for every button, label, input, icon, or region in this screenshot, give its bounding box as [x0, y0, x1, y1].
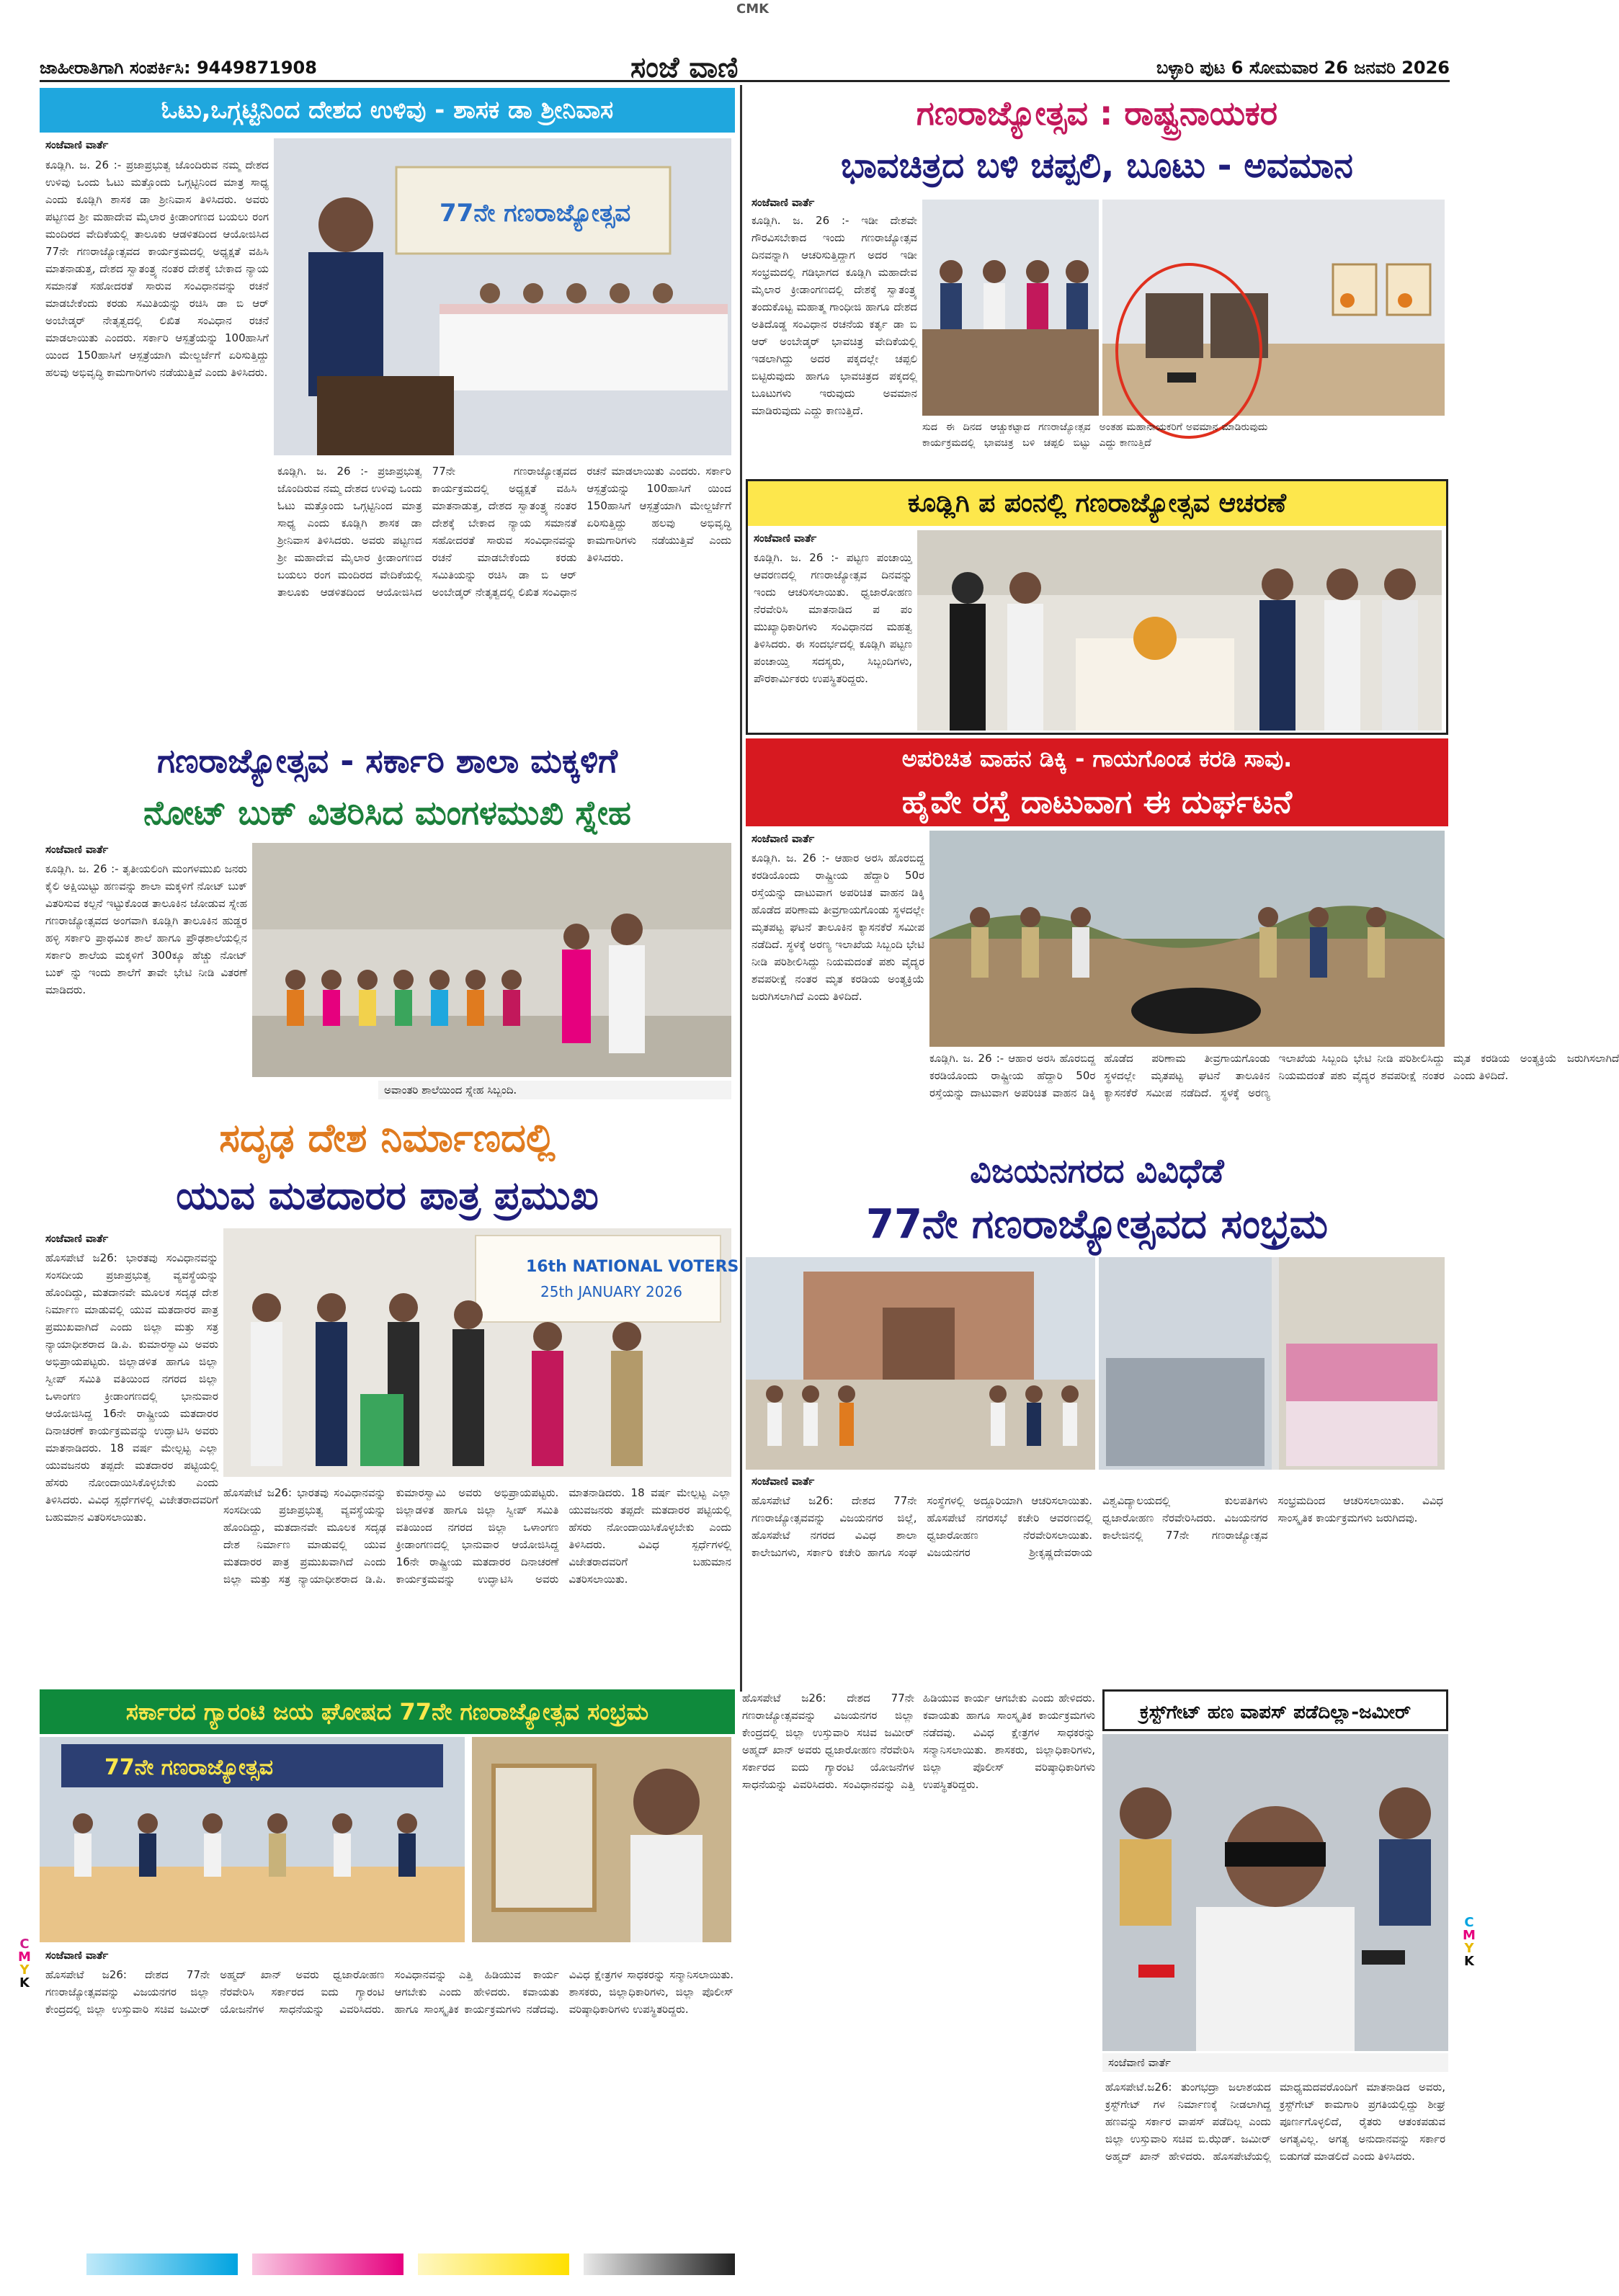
- article-body-continued: ಕೂಡ್ಲಿಗಿ. ಜ. 26 :- ಆಹಾರ ಅರಸಿ ಹೊರಬಿದ್ದ ಕರಡಿಯೊಂದು ರಾಷ್ಟ್ರೀಯ ಹೆದ್ದಾರಿ 50ರ ರಸ್ತೆಯನ್ನು ದಾಟುವಾಗ ಅಪರಿಚಿತ ವಾಹನ ಡಿಕ್ಕಿ ಹೊಡೆದ ಪರಿಣಾಮ ತೀವ್ರಗಾಯಗೊಂಡು ಸ್ಥಳದಲ್ಲೇ ಮೃತಪಟ್ಟ ಘಟನೆ ತಾಲೂಕಿನ ಕ್ಯಾಸನಕೆರೆ ಸಮೀಪ ನಡೆದಿದೆ. ಸ್ಥಳಕ್ಕೆ ಅರಣ್ಯ ಇಲಾಖೆಯ ಸಿಬ್ಬಂದಿ ಭೇಟಿ ನೀಡಿ ಪರಿಶೀಲಿಸಿದ್ದು ನಿಯಮದಂತೆ ಪಶು ವೈದ್ಯರ ಶವಪರೀಕ್ಷೆ ನಂತರ ಮೃತ ಕರಡಿಯ ಅಂತ್ಯಕ್ರಿಯೆ ಜರುಗಿಸಲಾಗಿದೆ ಎಂದು ತಿಳಿದಿದೆ.: [929, 1052, 1619, 1099]
- svg-text:77ನೇ ಗಣರಾಜ್ಯೋತ್ಸವ: 77ನೇ ಗಣರಾಜ್ಯೋತ್ಸವ: [440, 199, 631, 228]
- byline: ಸಂಜೆವಾಣಿ ವಾರ್ತೆ: [754, 532, 817, 545]
- article-vote-unity: [40, 88, 735, 729]
- headline-panchayat: ಕೂಡ್ಲಿಗಿ ಪ ಪಂನಲ್ಲಿ ಗಣರಾಜ್ಯೋತ್ಸವ ಆಚರಣೆ: [748, 481, 1446, 526]
- byline: ಸಂಜೆವಾಣಿ ವಾರ್ತೆ: [45, 138, 109, 151]
- article-youth-voters: [40, 1109, 739, 1679]
- headline-notebook-line1: ಗಣರಾಜ್ಯೋತ್ಸವ - ಸರ್ಕಾರಿ ಶಾಲಾ ಮಕ್ಕಳಿಗೆ: [157, 741, 617, 780]
- headline-bear-line1: ಅಪರಿಚಿತ ವಾಹನ ಡಿಕ್ಕಿ - ಗಾಯಗೊಂಡ ಕರಡಿ ಸಾವು.: [746, 738, 1448, 779]
- svg-text:16th NATIONAL VOTERS: 16th NATIONAL VOTERS: [526, 1258, 739, 1276]
- headline-portrait-insult-line2: ಭಾವಚಿತ್ರದ ಬಳಿ ಚಪ್ಪಲಿ, ಬೂಟು - ಅವಮಾನ: [841, 146, 1353, 186]
- newspaper-logo: ಸಂಜೆ ವಾಣಿ: [630, 50, 739, 84]
- panchayat-photo: [917, 530, 1442, 731]
- headline-vote-unity: ಓಟು,ಒಗ್ಗಟ್ಟಿನಿಂದ ದೇಶದ ಉಳಿವು - ಶಾಸಕ ಡಾ ಶ್ರೀನಿವಾಸ: [40, 88, 735, 133]
- photo-caption: ಸುದ ಈ ದಿನದ ಆಚ್ಚುಕಟ್ಟಾದ ಗಣರಾಜ್ಯೋತ್ಸವ ಕಾರ್ಯಕ್ರಮದಲ್ಲಿ ಭಾವಚಿತ್ರ ಬಳಿ ಚಪ್ಪಲಿ ಬಿಟ್ಟು ಅಂತಹ ಮಹಾನಾಯಕರಿಗೆ ಅವಮಾನ ಮಾಡಿರುವುದು ಎದ್ದು ಕಾಣುತ್ತಿದೆ: [922, 421, 1268, 449]
- portrait-footwear-photo: [1102, 200, 1445, 416]
- cyan-strip: [86, 2253, 238, 2275]
- center-column-rule: [740, 85, 742, 1692]
- article-body-continued: ಹೊಸಪೇಟೆ ಜ26: ಭಾರತವು ಸಂವಿಧಾನವನ್ನು ಸಂಸದೀಯ ಪ್ರಜಾಪ್ರಭುತ್ವ ವ್ಯವಸ್ಥೆಯನ್ನು ಹೊಂದಿದ್ದು, ಮತದಾನವೇ ಮೂಲಕ ಸದೃಢ ದೇಶ ನಿರ್ಮಾಣ ಮಾಡುವಲ್ಲಿ ಯುವ ಮತದಾರರ ಪಾತ್ರ ಪ್ರಮುಖವಾಗಿದೆ ಎಂದು ಜಿಲ್ಲಾ ಮತ್ತು ಸತ್ರ ನ್ಯಾಯಾಧೀಶರಾದ ಡಿ.ಪಿ. ಕುಮಾರಸ್ವಾಮಿ ಅವರು ಅಭಿಪ್ರಾಯಪಟ್ಟರು. ಜಿಲ್ಲಾಡಳಿತ ಹಾಗೂ ಜಿಲ್ಲಾ ಸ್ವೀಪ್ ಸಮಿತಿ ವತಿಯಿಂದ ನಗರದ ಜಿಲ್ಲಾ ಒಳಾಂಗಣ ಕ್ರೀಡಾಂಗಣದಲ್ಲಿ ಭಾನುವಾರ ಆಯೋಜಿಸಿದ್ದ 16ನೇ ರಾಷ್ಟ್ರೀಯ ಮತದಾರರ ದಿನಾಚರಣೆ ಕಾರ್ಯಕ್ರಮವನ್ನು ಉದ್ಘಾಟಿಸಿ ಅವರು ಮಾತನಾಡಿದರು. 18 ವರ್ಷ ಮೇಲ್ಪಟ್ಟ ಎಲ್ಲಾ ಯುವಜನರು ತಪ್ಪದೇ ಮತದಾರರ ಪಟ್ಟಿಯಲ್ಲಿ ಹೆಸರು ನೋಂದಾಯಿಸಿಕೊಳ್ಳಬೇಕು ಎಂದು ತಿಳಿಸಿದರು. ವಿವಿಧ ಸ್ಪರ್ಧೆಗಳಲ್ಲಿ ವಿಜೇತರಾದವರಿಗೆ ಬಹುಮಾನ ವಿತರಿಸಲಾಯಿತು.: [223, 1486, 731, 1586]
- yellow-strip: [418, 2253, 569, 2275]
- article-notebook-distribution: [40, 735, 735, 1109]
- headline-youth-voters-line1: ಸದೃಢ ದೇಶ ನಿರ್ಮಾಣದಲ್ಲಿ: [219, 1115, 556, 1161]
- headline-bear-line2: ಹೈವೇ ರಸ್ತೆ ದಾಟುವಾಗ ಈ ದುರ್ಘಟನೆ: [746, 779, 1448, 826]
- bear-photo: [929, 831, 1445, 1047]
- article-guarantee-celebration: [40, 1689, 1099, 2237]
- headline-portrait-insult-line1: ಗಣರಾಜ್ಯೋತ್ಸವ : ರಾಷ್ಟ್ರನಾಯಕರ: [916, 94, 1278, 133]
- headline-crest-gate: ಕ್ರಸ್ಟ್‌ಗೇಟ್ ಹಣ ವಾಪಸ್ ಪಡೆದಿಲ್ಲಾ-ಜಮೀರ್: [1102, 1689, 1448, 1731]
- headline-vijayanagara-line2: 77ನೇ ಗಣರಾಜ್ಯೋತ್ಸವದ ಸಂಭ್ರಮ: [866, 1201, 1328, 1248]
- photo-caption: ಸಂಜೆವಾಣಿ ವಾರ್ತೆ: [1102, 2053, 1448, 2072]
- photo-illustration: [252, 843, 731, 1077]
- registration-mark-left: C M Y K: [18, 1937, 31, 1991]
- article-body: ಹೊಸಪೇಟೆ ಜ26: ಭಾರತವು ಸಂವಿಧಾನವನ್ನು ಸಂಸದೀಯ ಪ್ರಜಾಪ್ರಭುತ್ವ ವ್ಯವಸ್ಥೆಯನ್ನು ಹೊಂದಿದ್ದು, ಮತದಾನವೇ ಮೂಲಕ ಸದೃಢ ದೇಶ ನಿರ್ಮಾಣ ಮಾಡುವಲ್ಲಿ ಯುವ ಮತದಾರರ ಪಾತ್ರ ಪ್ರಮುಖವಾಗಿದೆ ಎಂದು ಜಿಲ್ಲಾ ಮತ್ತು ಸತ್ರ ನ್ಯಾಯಾಧೀಶರಾದ ಡಿ.ಪಿ. ಕುಮಾರಸ್ವಾಮಿ ಅವರು ಅಭಿಪ್ರಾಯಪಟ್ಟರು. ಜಿಲ್ಲಾಡಳಿತ ಹಾಗೂ ಜಿಲ್ಲಾ ಸ್ವೀಪ್ ಸಮಿತಿ ವತಿಯಿಂದ ನಗರದ ಜಿಲ್ಲಾ ಒಳಾಂಗಣ ಕ್ರೀಡಾಂಗಣದಲ್ಲಿ ಭಾನುವಾರ ಆಯೋಜಿಸಿದ್ದ 16ನೇ ರಾಷ್ಟ್ರೀಯ ಮತದಾರರ ದಿನಾಚರಣೆ ಕಾರ್ಯಕ್ರಮವನ್ನು ಉದ್ಘಾಟಿಸಿ ಅವರು ಮಾತನಾಡಿದರು. 18 ವರ್ಷ ಮೇಲ್ಪಟ್ಟ ಎಲ್ಲಾ ಯುವಜನರು ತಪ್ಪದೇ ಮತದಾರರ ಪಟ್ಟಿಯಲ್ಲಿ ಹೆಸರು ನೋಂದಾಯಿಸಿಕೊಳ್ಳಬೇಕು ಎಂದು ತಿಳಿಸಿದರು. ವಿವಿಧ ಸ್ಪರ್ಧೆಗಳಲ್ಲಿ ವಿಜೇತರಾದವರಿಗೆ ಬಹುಮಾನ ವಿತರಿಸಲಾಯಿತು.: [45, 1251, 218, 1524]
- ad-contact: ಜಾಹೀರಾತಿಗಾಗಿ ಸಂಪರ್ಕಿಸಿ: 9449871908: [40, 58, 317, 78]
- byline: ಸಂಜೆವಾಣಿ ವಾರ್ತೆ: [751, 196, 815, 209]
- photo-illustration: [274, 138, 731, 455]
- award-photo: [472, 1737, 731, 1942]
- byline: ಸಂಜೆವಾಣಿ ವಾರ್ತೆ: [751, 832, 815, 845]
- article-body: ಹೊಸಪೇಟೆ ಜ26: ದೇಶದ 77ನೇ ಗಣರಾಜ್ಯೋತ್ಸವವನ್ನು ವಿಜಯನಗರ ಜಿಲ್ಲೆ, ಹೊಸಪೇಟೆ ನಗರದ ವಿವಿಧ ಶಾಲಾ ಕಾಲೇಜುಗಳು, ಸರ್ಕಾರಿ ಕಚೇರಿ ಹಾಗೂ ಸಂಘ ಸಂಸ್ಥೆಗಳಲ್ಲಿ ಅದ್ದೂರಿಯಾಗಿ ಆಚರಿಸಲಾಯಿತು. ಹೊಸಪೇಟೆ ನಗರಸಭೆ ಕಚೇರಿ ಆವರಣದಲ್ಲಿ ಧ್ವಜಾರೋಹಣ ನೆರವೇರಿಸಲಾಯಿತು. ವಿಜಯನಗರ ಶ್ರೀಕೃಷ್ಣದೇವರಾಯ ವಿಶ್ವವಿದ್ಯಾಲಯದಲ್ಲಿ ಕುಲಪತಿಗಳು ಧ್ವಜಾರೋಹಣ ನೆರವೇರಿಸಿದರು. ವಿಜಯನಗರ ಕಾಲೇಜಿನಲ್ಲಿ 77ನೇ ಗಣರಾಜ್ಯೋತ್ಸವ ಸಂಭ್ರಮದಿಂದ ಆಚರಿಸಲಾಯಿತು. ವಿವಿಧ ಸಾಂಸ್ಕೃತಿಕ ಕಾರ್ಯಕ್ರಮಗಳು ಜರುಗಿದವು.: [751, 1494, 1443, 1559]
- byline: ಸಂಜೆವಾಣಿ ವಾರ್ತೆ: [45, 843, 109, 856]
- photo-illustration: [40, 1737, 465, 1942]
- black-strip: [584, 2253, 735, 2275]
- svg-text:25th JANUARY 2026: 25th JANUARY 2026: [540, 1283, 682, 1300]
- minister-photo: [1102, 1734, 1448, 2051]
- dateline: ಬಳ್ಳಾರಿ ಪುಟ 6 ಸೋಮವಾರ 26 ಜನವರಿ 2026: [1156, 58, 1450, 78]
- notebook-photo: [252, 843, 731, 1077]
- article-body: ಕೂಡ್ಲಿಗಿ. ಜ. 26 :- ಪ್ರಜಾಪ್ರಭುತ್ವ ಜೊಂದಿರುವ ನಮ್ಮ ದೇಶದ ಉಳಿವು ಒಂದು ಓಟು ಮತ್ತೊಂದು ಒಗ್ಗಟ್ಟಿನಿಂದ ಮಾತ್ರ ಸಾಧ್ಯ ಎಂದು ಕೂಡ್ಲಿಗಿ ಶಾಸಕ ಡಾ ಶ್ರೀನಿವಾಸ ತಿಳಿಸಿದರು. ಅವರು ಪಟ್ಟಣದ ಶ್ರೀ ಮಹಾದೇವ ಮೈಲಾರ ಕ್ರೀಡಾಂಗಣದ ಬಯಲು ರಂಗ ಮಂದಿರದ ವೇದಿಕೆಯಲ್ಲಿ ತಾಲೂಕು ಆಡಳಿತದಿಂದ ಆಯೋಜಿಸಿದ 77ನೇ ಗಣರಾಜ್ಯೋತ್ಸವದ ಕಾರ್ಯಕ್ರಮದಲ್ಲಿ ಅಧ್ಯಕ್ಷತೆ ವಹಿಸಿ ಮಾತನಾಡುತ್ತ, ದೇಶದ ಸ್ವಾತಂತ್ರ್ಯ ನಂತರ ದೇಶಕ್ಕೆ ಬೇಕಾದ ನ್ಯಾಯ ಸಮಾನತೆ ಸಹೋದರತೆ ಸಾರುವ ಸಂವಿಧಾನವನ್ನು ರಚನೆ ಮಾಡಬೇಕೆಂದು ಕರಡು ಸಮಿತಿಯನ್ನು ರಚಿಸಿ ಡಾ ಬಿ ಆರ್ ಅಂಬೇಡ್ಕರ್ ನೇತೃತ್ವದಲ್ಲಿ ಲಿಖಿತ ಸಂವಿಧಾನ ರಚನೆ ಮಾಡಲಾಯಿತು ಎಂದರು. ಸರ್ಕಾರಿ ಆಸ್ಪತ್ರೆಯನ್ನು 100ಹಾಸಿಗೆ ಯಿಂದ 150ಹಾಸಿಗೆ ಆಸ್ಪತ್ರೆಯಾಗಿ ಮೇಲ್ದರ್ಜೆಗೆ ಏರಿಸುತ್ತಿದ್ದು ಹಲವು ಅಭಿವೃದ್ಧಿ ಕಾಮಗಾರಿಗಳು ನಡೆಯುತ್ತಿವೆ ಎಂದು ತಿಳಿಸಿದರು.: [45, 158, 269, 379]
- photo-illustration: [1102, 1734, 1448, 2051]
- headline-youth-voters-line2: ಯುವ ಮತದಾರರ ಪಾತ್ರ ಪ್ರಮುಖ: [176, 1173, 599, 1218]
- article-portrait-insult: [746, 88, 1448, 477]
- voters-day-photo: [223, 1228, 739, 1477]
- article-panchayat-celebration: [746, 479, 1448, 735]
- registration-mark-right: C M Y K: [1463, 1915, 1476, 1969]
- photo-caption: ಅವಾಂತರಿ ಶಾಲೆಯಿಂದ ಸ್ನೇಹ ಸಿಬ್ಬಂದಿ.: [378, 1081, 731, 1099]
- photo-illustration: [1099, 1257, 1445, 1470]
- photo-illustration: [746, 1257, 1095, 1470]
- photo-illustration: [917, 530, 1442, 731]
- byline: ಸಂಜೆವಾಣಿ ವಾರ್ತೆ: [45, 1232, 109, 1245]
- photo-illustration: [472, 1737, 731, 1942]
- masthead: [40, 52, 1450, 82]
- article-body: ಕೂಡ್ಲಿಗಿ. ಜ. 26 :- ಪಟ್ಟಣ ಪಂಚಾಯ್ತಿ ಆವರಣದಲ್ಲಿ ಗಣರಾಜ್ಯೋತ್ಸವ ದಿನವನ್ನು ಇಂದು ಆಚರಿಸಲಾಯಿತು. ಧ್ವಜಾರೋಹಣ ನೆರವೇರಿಸಿ ಮಾತನಾಡಿದ ಪ ಪಂ ಮುಖ್ಯಾಧಿಕಾರಿಗಳು ಸಂವಿಧಾನದ ಮಹತ್ವ ತಿಳಿಸಿದರು. ಈ ಸಂದರ್ಭದಲ್ಲಿ ಕೂಡ್ಲಿಗಿ ಪಟ್ಟಣ ಪಂಚಾಯ್ತಿ ಸದಸ್ಯರು, ಸಿಬ್ಬಂದಿಗಳು, ಪೌರಕಾರ್ಮಿಕರು ಉಪಸ್ಥಿತರಿದ್ದರು.: [754, 551, 912, 685]
- article-vijayanagara-celebrations: [746, 1113, 1448, 1679]
- color-calibration-bar: [43, 2253, 764, 2275]
- article-body: ಹೊಸಪೇಟೆ.ಜ26: ತುಂಗಭದ್ರಾ ಜಲಾಶಯದ ಕ್ರಸ್ಟ್‌ಗೇಟ್ ಗಳ ನಿರ್ಮಾಣಕ್ಕೆ ನೀಡಲಾಗಿದ್ದ ಹಣವನ್ನು ಸರ್ಕಾರ ವಾಪಸ್ ಪಡೆದಿಲ್ಲ ಎಂದು ಜಿಲ್ಲಾ ಉಸ್ತುವಾರಿ ಸಚಿವ ಬಿ.ಝೆಡ್. ಜಮೀರ್ ಅಹ್ಮದ್ ಖಾನ್ ಹೇಳಿದರು. ಹೊಸಪೇಟೆಯಲ್ಲಿ ಮಾಧ್ಯಮದವರೊಂದಿಗೆ ಮಾತನಾಡಿದ ಅವರು, ಕ್ರಸ್ಟ್‌ಗೇಟ್ ಕಾಮಗಾರಿ ಪ್ರಗತಿಯಲ್ಲಿದ್ದು ಶೀಘ್ರ ಪೂರ್ಣಗೊಳ್ಳಲಿದೆ, ರೈತರು ಆತಂಕಪಡುವ ಅಗತ್ಯವಿಲ್ಲ. ಅಗತ್ಯ ಅನುದಾನವನ್ನು ಸರ್ಕಾರ ಬಿಡುಗಡೆ ಮಾಡಲಿದೆ ಎಂದು ತಿಳಿಸಿದರು.: [1105, 2081, 1445, 2163]
- article-body-continued: ಕೂಡ್ಲಿಗಿ. ಜ. 26 :- ಪ್ರಜಾಪ್ರಭುತ್ವ ಜೊಂದಿರುವ ನಮ್ಮ ದೇಶದ ಉಳಿವು ಒಂದು ಓಟು ಮತ್ತೊಂದು ಒಗ್ಗಟ್ಟಿನಿಂದ ಮಾತ್ರ ಸಾಧ್ಯ ಎಂದು ಕೂಡ್ಲಿಗಿ ಶಾಸಕ ಡಾ ಶ್ರೀನಿವಾಸ ತಿಳಿಸಿದರು. ಅವರು ಪಟ್ಟಣದ ಶ್ರೀ ಮಹಾದೇವ ಮೈಲಾರ ಕ್ರೀಡಾಂಗಣದ ಬಯಲು ರಂಗ ಮಂದಿರದ ವೇದಿಕೆಯಲ್ಲಿ ತಾಲೂಕು ಆಡಳಿತದಿಂದ ಆಯೋಜಿಸಿದ 77ನೇ ಗಣರಾಜ್ಯೋತ್ಸವದ ಕಾರ್ಯಕ್ರಮದಲ್ಲಿ ಅಧ್ಯಕ್ಷತೆ ವಹಿಸಿ ಮಾತನಾಡುತ್ತ, ದೇಶದ ಸ್ವಾತಂತ್ರ್ಯ ನಂತರ ದೇಶಕ್ಕೆ ಬೇಕಾದ ನ್ಯಾಯ ಸಮಾನತೆ ಸಹೋದರತೆ ಸಾರುವ ಸಂವಿಧಾನವನ್ನು ರಚನೆ ಮಾಡಬೇಕೆಂದು ಕರಡು ಸಮಿತಿಯನ್ನು ರಚಿಸಿ ಡಾ ಬಿ ಆರ್ ಅಂಬೇಡ್ಕರ್ ನೇತೃತ್ವದಲ್ಲಿ ಲಿಖಿತ ಸಂವಿಧಾನ ರಚನೆ ಮಾಡಲಾಯಿತು ಎಂದರು. ಸರ್ಕಾರಿ ಆಸ್ಪತ್ರೆಯನ್ನು 100ಹಾಸಿಗೆ ಯಿಂದ 150ಹಾಸಿಗೆ ಆಸ್ಪತ್ರೆಯಾಗಿ ಮೇಲ್ದರ್ಜೆಗೆ ಏರಿಸುತ್ತಿದ್ದು ಹಲವು ಅಭಿವೃದ್ಧಿ ಕಾಮಗಾರಿಗಳು ನಡೆಯುತ್ತಿವೆ ಎಂದು ತಿಳಿಸಿದರು.: [277, 465, 731, 599]
- magenta-strip: [252, 2253, 403, 2275]
- article-bear-accident: [746, 738, 1619, 1113]
- svg-text:77ನೇ ಗಣರಾಜ್ಯೋತ್ಸವ: 77ನೇ ಗಣರಾಜ್ಯೋತ್ಸವ: [104, 1755, 273, 1780]
- article-body: ಕೂಡ್ಲಿಗಿ. ಜ. 26 :- ತೃತೀಯಲಿಂಗಿ ಮಂಗಳಮುಖಿ ಜನರು ಕೈಲಿ ಅಕ್ಷಿಯಿಟ್ಟು ಹಣವನ್ನು ಶಾಲಾ ಮಕ್ಕಳಿಗೆ ನೋಟ್ ಬುಕ್ ವಿತರಿಸುವ ಕಲ್ಪನೆ ಇಟ್ಟುಕೊಂಡ ತಾಲೂಕಿನ ಜೋಡುವ ಸ್ನೇಹ ಗಣರಾಜ್ಯೋತ್ಸವದ ಅಂಗವಾಗಿ ಕೂಡ್ಲಿಗಿ ತಾಲೂಕಿನ ಹುಡ್ಡರ ಹಳ್ಳಿ ಸರ್ಕಾರಿ ಪ್ರಾಥಮಿಕ ಶಾಲೆ ಹಾಗೂ ಪ್ರೌಢಶಾಲೆಯಲ್ಲಿನ ಸರ್ಕಾರಿ ಶಾಲೆಯ ಮಕ್ಕಳಿಗೆ 300ಕ್ಕೂ ಹೆಚ್ಚು ನೋಟ್ ಬುಕ್ ನ್ನು ಇಂದು ಶಾಲೆಗೆ ತಾವೇ ಭೇಟಿ ನೀಡಿ ವಿತರಣೆ ಮಾಡಿದರು.: [45, 862, 247, 996]
- headline-notebook-line2: ನೋಟ್ ಬುಕ್ ವಿತರಿಸಿದ ಮಂಗಳಮುಖಿ ಸ್ನೇಹ: [143, 793, 631, 832]
- registration-mark-top: [736, 1, 770, 17]
- headline-guarantee: ಸರ್ಕಾರದ ಗ್ಯಾರಂಟಿ ಜಯ ಘೋಷದ 77ನೇ ಗಣರಾಜ್ಯೋತ್ಸವ ಸಂಭ್ರಮ: [40, 1689, 735, 1734]
- byline: ಸಂಜೆವಾಣಿ ವಾರ್ತೆ: [45, 1949, 109, 1962]
- photo-illustration: [929, 831, 1445, 1047]
- photo-illustration: [223, 1228, 739, 1477]
- headline-vijayanagara-line1: ವಿಜಯನಗರದ ವಿವಿಧೆಡೆ: [970, 1151, 1224, 1190]
- article-body-continued: ಹೊಸಪೇಟೆ ಜ26: ದೇಶದ 77ನೇ ಗಣರಾಜ್ಯೋತ್ಸವವನ್ನು ವಿಜಯನಗರ ಜಿಲ್ಲಾ ಕೇಂದ್ರದಲ್ಲಿ ಜಿಲ್ಲಾ ಉಸ್ತುವಾರಿ ಸಚಿವ ಜಮೀರ್ ಅಹ್ಮದ್ ಖಾನ್ ಅವರು ಧ್ವಜಾರೋಹಣ ನೆರವೇರಿಸಿ ಸರ್ಕಾರದ ಐದು ಗ್ಯಾರಂಟಿ ಯೋಜನೆಗಳ ಸಾಧನೆಯನ್ನು ವಿವರಿಸಿದರು. ಸಂವಿಧಾನವನ್ನು ಎತ್ತಿ ಹಿಡಿಯುವ ಕಾರ್ಯ ಆಗಬೇಕು ಎಂದು ಹೇಳಿದರು. ಕವಾಯತು ಹಾಗೂ ಸಾಂಸ್ಕೃತಿಕ ಕಾರ್ಯಕ್ರಮಗಳು ನಡೆದವು. ವಿವಿಧ ಕ್ಷೇತ್ರಗಳ ಸಾಧಕರನ್ನು ಸನ್ಮಾನಿಸಲಾಯಿತು. ಶಾಸಕರು, ಜಿಲ್ಲಾಧಿಕಾರಿಗಳು, ಜಿಲ್ಲಾ ಪೊಲೀಸ್ ವರಿಷ್ಠಾಧಿಕಾರಿಗಳು ಉಪಸ್ಥಿತರಿದ್ದರು.: [742, 1692, 1095, 1791]
- photo-illustration: [1102, 200, 1445, 416]
- parade-photo: [40, 1737, 465, 1942]
- photo-illustration: [922, 200, 1099, 416]
- byline: ಸಂಜೆವಾಣಿ ವಾರ್ತೆ: [751, 1475, 815, 1488]
- registration-label: CMK: [736, 1, 770, 17]
- article-body: ಹೊಸಪೇಟೆ ಜ26: ದೇಶದ 77ನೇ ಗಣರಾಜ್ಯೋತ್ಸವವನ್ನು ವಿಜಯನಗರ ಜಿಲ್ಲಾ ಕೇಂದ್ರದಲ್ಲಿ ಜಿಲ್ಲಾ ಉಸ್ತುವಾರಿ ಸಚಿವ ಜಮೀರ್ ಅಹ್ಮದ್ ಖಾನ್ ಅವರು ಧ್ವಜಾರೋಹಣ ನೆರವೇರಿಸಿ ಸರ್ಕಾರದ ಐದು ಗ್ಯಾರಂಟಿ ಯೋಜನೆಗಳ ಸಾಧನೆಯನ್ನು ವಿವರಿಸಿದರು. ಸಂವಿಧಾನವನ್ನು ಎತ್ತಿ ಹಿಡಿಯುವ ಕಾರ್ಯ ಆಗಬೇಕು ಎಂದು ಹೇಳಿದರು. ಕವಾಯತು ಹಾಗೂ ಸಾಂಸ್ಕೃತಿಕ ಕಾರ್ಯಕ್ರಮಗಳು ನಡೆದವು. ವಿವಿಧ ಕ್ಷೇತ್ರಗಳ ಸಾಧಕರನ್ನು ಸನ್ಮಾನಿಸಲಾಯಿತು. ಶಾಸಕರು, ಜಿಲ್ಲಾಧಿಕಾರಿಗಳು, ಜಿಲ್ಲಾ ಪೊಲೀಸ್ ವರಿಷ್ಠಾಧಿಕಾರಿಗಳು ಉಪಸ್ಥಿತರಿದ್ದರು.: [45, 1968, 733, 2016]
- article-body: ಕೂಡ್ಲಿಗಿ. ಜ. 26 :- ಆಹಾರ ಅರಸಿ ಹೊರಬಿದ್ದ ಕರಡಿಯೊಂದು ರಾಷ್ಟ್ರೀಯ ಹೆದ್ದಾರಿ 50ರ ರಸ್ತೆಯನ್ನು ದಾಟುವಾಗ ಅಪರಿಚಿತ ವಾಹನ ಡಿಕ್ಕಿ ಹೊಡೆದ ಪರಿಣಾಮ ತೀವ್ರಗಾಯಗೊಂಡು ಸ್ಥಳದಲ್ಲೇ ಮೃತಪಟ್ಟ ಘಟನೆ ತಾಲೂಕಿನ ಕ್ಯಾಸನಕೆರೆ ಸಮೀಪ ನಡೆದಿದೆ. ಸ್ಥಳಕ್ಕೆ ಅರಣ್ಯ ಇಲಾಖೆಯ ಸಿಬ್ಬಂದಿ ಭೇಟಿ ನೀಡಿ ಪರಿಶೀಲಿಸಿದ್ದು ನಿಯಮದಂತೆ ಪಶು ವೈದ್ಯರ ಶವಪರೀಕ್ಷೆ ನಂತರ ಮೃತ ಕರಡಿಯ ಅಂತ್ಯಕ್ರಿಯೆ ಜರುಗಿಸಲಾಗಿದೆ ಎಂದು ತಿಳಿದಿದೆ.: [751, 852, 924, 1003]
- mla-speech-photo: [274, 138, 731, 455]
- fort-celebration-photo: [746, 1257, 1095, 1470]
- college-group-photo: [1099, 1257, 1445, 1470]
- article-body: ಕೂಡ್ಲಿಗಿ. ಜ. 26 :- ಇಡೀ ದೇಶವೇ ಗೌರವಿಸಬೇಕಾದ ಇಂದು ಗಣರಾಜ್ಯೋತ್ಸವ ದಿನವನ್ನಾಗಿ ಆಚರಿಸುತ್ತಿದ್ದಾಗ ಅದರ ಇಡೀ ಸಂಭ್ರಮದಲ್ಲಿ ಗಡಿಭಾಗದ ಕೂಡ್ಲಿಗಿ ಮಹಾದೇವ ಮೈಲಾರ ಕ್ರೀಡಾಂಗಣದಲ್ಲಿ ದೇಶಕ್ಕೆ ಸ್ವಾತಂತ್ರ್ಯ ತಂದುಕೊಟ್ಟ ಮಹಾತ್ಮ ಗಾಂಧೀಜಿ ಹಾಗೂ ದೇಶದ ಅತಿದೊಡ್ಡ ಸಂವಿಧಾನ ರಚನೆಯ ಕರ್ತೃ ಡಾ ಬಿ ಆರ್ ಅಂಬೇಡ್ಕರ್ ಭಾವಚಿತ್ರ ವೇದಿಕೆಯಲ್ಲಿ ಇಡಲಾಗಿದ್ದು ಅದರ ಪಕ್ಕದಲ್ಲೇ ಚಪ್ಪಲಿ ಬಿಟ್ಟಿರುವುದು ಹಾಗೂ ಭಾವಚಿತ್ರದ ಪಕ್ಕದಲ್ಲಿ ಬೂಟುಗಳು ಇರುವುದು ಅವಮಾನ ಮಾಡಿರುವುದು ಎದ್ದು ಕಾಣುತ್ತಿದೆ.: [751, 214, 917, 417]
- stage-photo: [922, 200, 1099, 416]
- article-crest-gate: [1102, 1689, 1448, 2237]
